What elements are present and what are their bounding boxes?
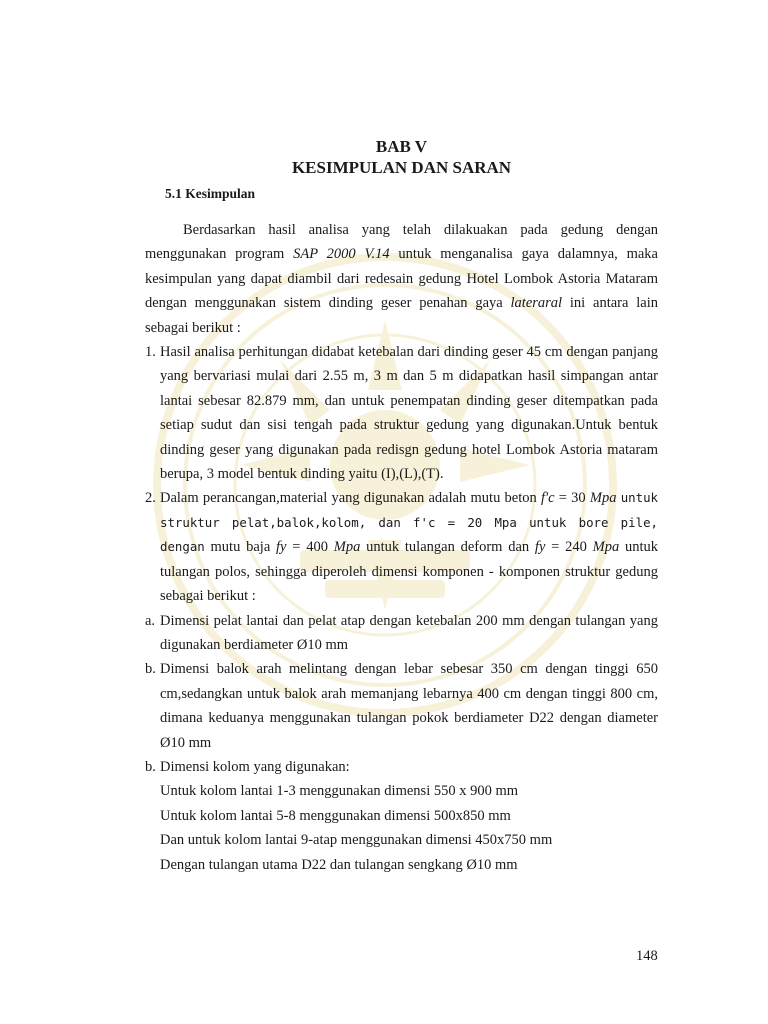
monospace-text: untuk struktur pelat,balok,kolom, dan f'c = 20 Mpa untuk bore pile, dengan bbox=[160, 490, 658, 555]
list-item: b. Dimensi balok arah melintang dengan lebar sebesar 350 cm dengan tinggi 650 cm,sedangkan untuk balok arah memanjang lebarnya 400 cm dengan tinggi 800 cm, dimana keduanya menggunakan tulangan pokok berdiameter D22 dengan diameter Ø10 mm bbox=[145, 661, 658, 751]
program-name: SAP 2000 V.14 bbox=[293, 246, 390, 263]
document-body bbox=[145, 136, 658, 877]
section-title: 5.1 Kesimpulan bbox=[165, 186, 256, 201]
list-item: a. Dimensi pelat lantai dan pelat atap dengan ketebalan 200 mm dengan tulangan yang digunakan berdiameter Ø10 mm bbox=[145, 612, 658, 653]
column-dimension-line: Untuk kolom lantai 5-8 menggunakan dimensi 500x850 mm bbox=[160, 807, 511, 824]
intro-paragraph: Berdasarkan hasil analisa yang telah dilakuakan pada gedung dengan menggunakan program SAP 2000 V.14 untuk menganalisa gaya dalamnya, maka kesimpulan yang dapat diambil dari redesain gedung Hotel Lombok Astoria Mataram dengan menggunakan sistem dinding geser penahan gaya lateraral ini antara lain sebagai berikut : bbox=[145, 222, 658, 336]
list-item: b. Dimensi kolom yang digunakan: bbox=[145, 758, 350, 775]
list-item: 1. Hasil analisa perhitungan didabat ketebalan dari dinding geser 45 cm dengan panjang yang bervariasi mulai dari 2.55 m, 3 m dan 5 m didapatkan hasil simpangan antar lantai sebesar 82.879 mm, dan untuk penempatan dinding geser ditempatkan pada setiap sudut dan sisi tengah pada struktur gedung yang digunakan.Untuk bentuk dinding geser yang digunakan pada redisgn gedung hotel Lombok Astoria mataram berupa, 3 model bentuk dinding yaitu (I),(L),(T). bbox=[145, 344, 658, 483]
column-dimension-line: Dan untuk kolom lantai 9-atap menggunakan dimensi 450x750 mm bbox=[160, 832, 553, 849]
page-number: 148 bbox=[636, 948, 658, 964]
chapter-label: BAB V bbox=[375, 137, 428, 156]
column-dimension-line: Untuk kolom lantai 1-3 menggunakan dimensi 550 x 900 mm bbox=[160, 783, 519, 800]
column-dimension-line: Dengan tulangan utama D22 dan tulangan sengkang Ø10 mm bbox=[160, 856, 518, 873]
list-item: 2. Dalam perancangan,material yang digunakan adalah mutu beton f'c = 30 Mpa untuk struktur pelat,balok,kolom, dan f'c = 20 Mpa untuk bore pile, dengan mutu baja fy = 400 Mpa untuk tulangan deform dan fy = 240 Mpa untuk tulangan polos, sehingga diperoleh dimensi komponen - komponen struktur gedung sebagai berikut : bbox=[145, 490, 659, 605]
chapter-title: KESIMPULAN DAN SARAN bbox=[291, 158, 512, 177]
lateral-term: lateraral bbox=[510, 295, 563, 312]
